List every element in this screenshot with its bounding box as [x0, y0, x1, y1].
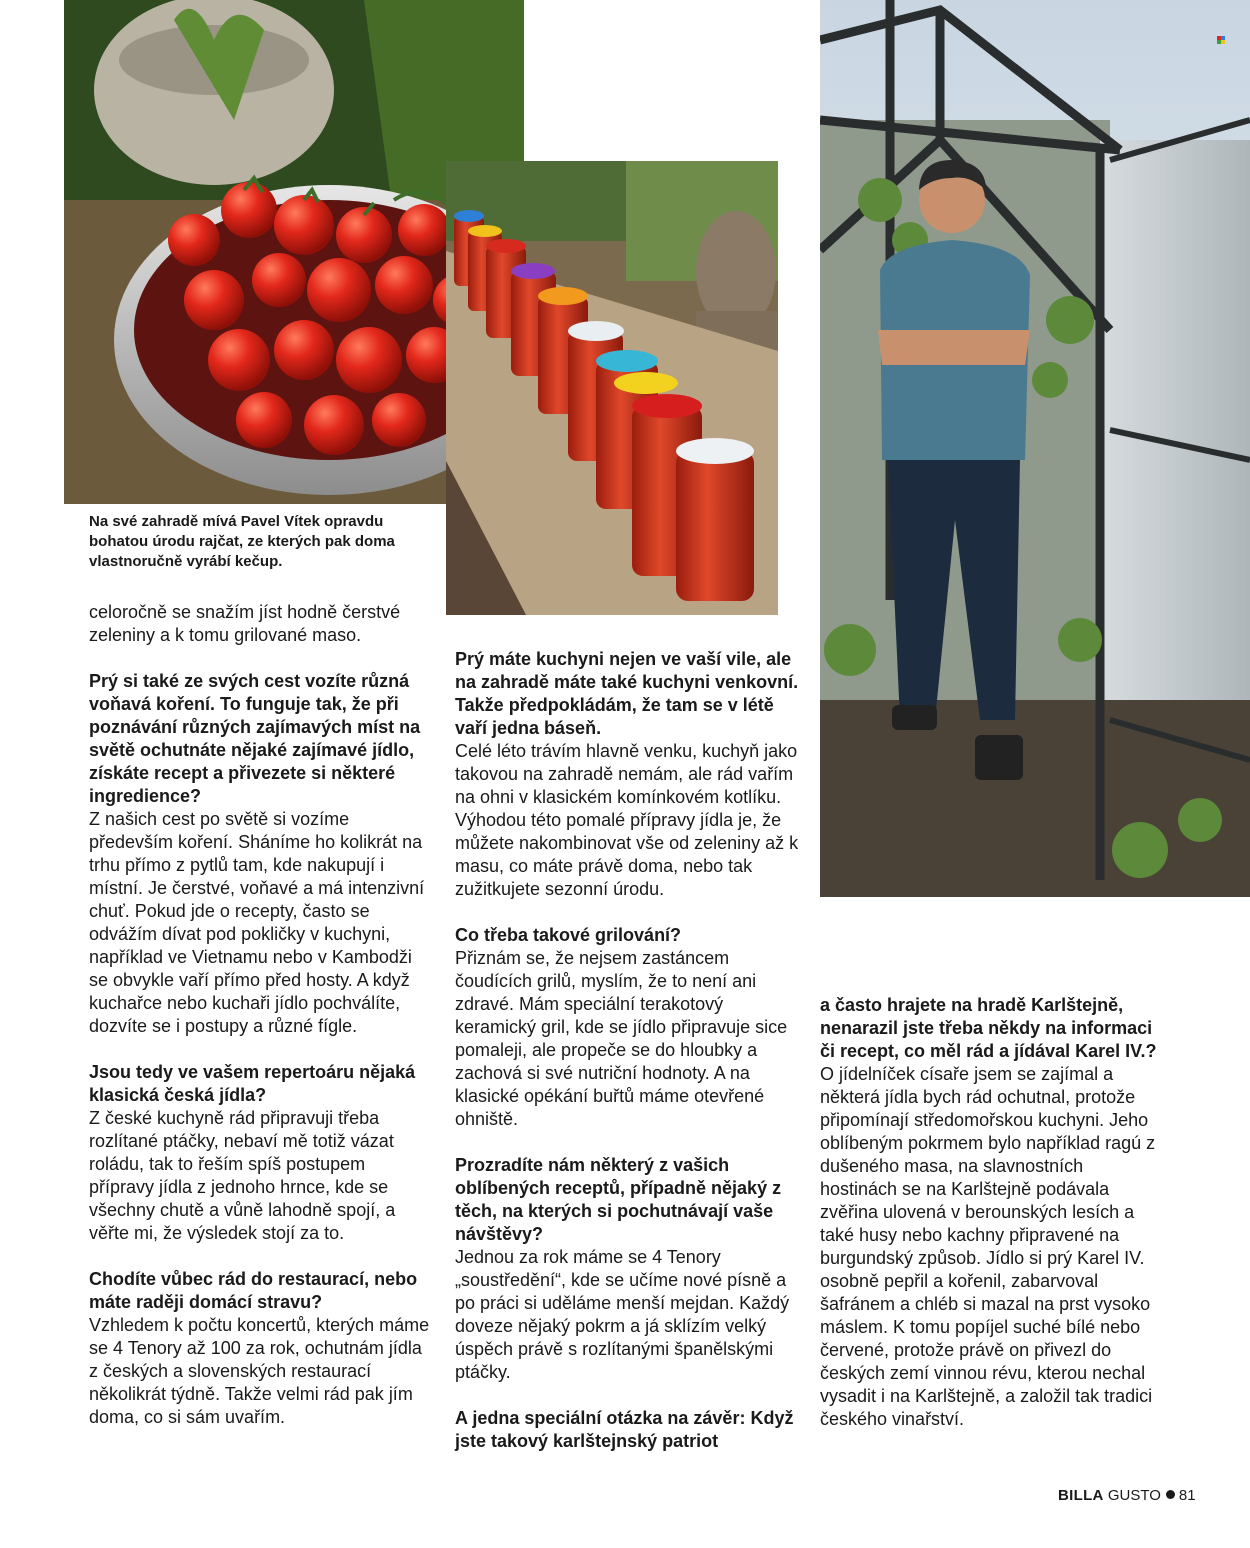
page-number: 81 [1178, 1487, 1196, 1504]
greenhouse-image [820, 0, 1250, 897]
interview-answer: Z našich cest po světě si vozíme především koření. Sháníme ho kolikrát na trhu přímo z pytlů tam, kde nakupují i místní. Je čerstvé, voňavé a má intenzivní chuť. Pokud jde o recepty, často se odvážím dívat pod pokličky v kuchyni, například ve Vietnamu nebo v Kambodži se obvykle vaří přímo před hosty. A když kuchařce nebo kuchaři jídlo pochválíte, dozvíte se i postupy a různé fígle. [89, 809, 425, 1036]
interview-answer: Přiznám se, že nejsem zastáncem čoudících grilů, myslím, že to není ani zdravé. Mám speciální terakotový keramický gril, kde se jídlo připravuje sice pomaleji, ale propeče se do hloubky a zachová si své nutriční hodnoty. A na klasické opékání buřtů máme otevřené ohniště. [455, 948, 788, 1129]
article-column-3 [820, 994, 1165, 1431]
photo-ketchup-jars [446, 161, 778, 615]
interview-question: A jedna speciální otázka na závěr: Když jste takový karlštejnský patriot [455, 1408, 794, 1451]
footer-magazine: GUSTO [1107, 1487, 1161, 1504]
page-footer [1058, 1486, 1196, 1506]
interview-question: Prý si také ze svých cest vozíte různá voňavá koření. To funguje tak, že při poznávání různých zajímavých míst na světě ochutnáte nějaké zajímavé jídlo, získáte recept a přivezete si některé ingredience? [89, 671, 421, 806]
interview-question: Prý máte kuchyni nejen ve vaší vile, ale na zahradě máte také kuchyni venkovní. Takže předpokládám, že tam se v létě vaří jedna báseň. [455, 649, 799, 738]
jars-image [446, 161, 778, 615]
interview-answer: Z české kuchyně rád připravuji třeba rozlítané ptáčky, nebaví mě totiž vázat roládu, tak to řeším spíš postupem přípravy jídla z jednoho hrnce, kde se všechny chutě a vůně lahodně spojí, a věřte mi, že výsledek stojí za to. [89, 1108, 396, 1243]
interview-question: Co třeba takové grilování? [455, 925, 682, 945]
footer-brand: BILLA [1058, 1487, 1104, 1504]
photo-greenhouse-portrait [820, 0, 1250, 897]
interview-answer: celoročně se snažím jíst hodně čerstvé zeleniny a k tomu grilované maso. [89, 602, 401, 645]
interview-answer: Celé léto trávím hlavně venku, kuchyň jako takovou na zahradě nemám, ale rád vařím na ohni v klasickém komínkovém kotlíku. Výhodou této pomalé přípravy jídla je, že můžete nakombinovat vše od zeleniny až k masu, co máte právě doma, nebo tak zužitkujete sezonní úrodu. [455, 741, 799, 899]
publisher-logo-icon [1217, 31, 1225, 39]
footer-dot-icon [1166, 1490, 1175, 1499]
interview-answer: O jídelníček císaře jsem se zajímal a některá jídla bych rád ochutnal, protože připomínají středomořskou kuchyni. Jeho oblíbeným pokrmem bylo například ragú z dušeného masa, na slavnostních hostinách se na Karlštejně podávala zvěřina ulovená v berounských lesích a také husy nebo kachny připravené na burgundský způsob. Jídlo si prý Karel IV. osobně pepřil a kořenil, zabarvoval šafránem a chléb si mazal na prst vysoko máslem. K tomu popíjel suché bílé nebo červené, protože právě on přivezl do českých zemí vinnou révu, kterou nechal vysadit i na Karlštejně, a založil tak tradici českého vinařství. [820, 1064, 1156, 1429]
interview-question: Chodíte vůbec rád do restaurací, nebo máte raději domácí stravu? [89, 1269, 418, 1312]
article-column-2 [455, 648, 800, 1453]
photo-caption: Na své zahradě mívá Pavel Vítek opravdu bohatou úrodu rajčat, ze kterých pak doma vlastnoručně vyrábí kečup. [89, 513, 395, 570]
interview-question: a často hrajete na hradě Karlštejně, nenarazil jste třeba někdy na informaci či recept, co měl rád a jídával Karel IV.? [820, 995, 1157, 1061]
article-column-1 [89, 601, 434, 1429]
interview-question: Prozradíte nám některý z vašich oblíbených receptů, případně nějaký z těch, na kterých si pochutnávají vaše návštěvy? [455, 1155, 782, 1244]
interview-answer: Vzhledem k počtu koncertů, kterých máme se 4 Tenory až 100 za rok, ochutnám jídla z českých a slovenských restaurací několikrát týdně. Takže velmi rád pak jím doma, co si sám uvařím. [89, 1315, 430, 1427]
interview-answer: Jednou za rok máme se 4 Tenory „soustředění“, kde se učíme nové písně a po práci si uděláme menší mejdan. Každý doveze nějaký pokrm a já sklízím velký úspěch právě s rozlítanými španělskými ptáčky. [455, 1247, 790, 1382]
interview-question: Jsou tedy ve vašem repertoáru nějaká klasická česká jídla? [89, 1062, 416, 1105]
